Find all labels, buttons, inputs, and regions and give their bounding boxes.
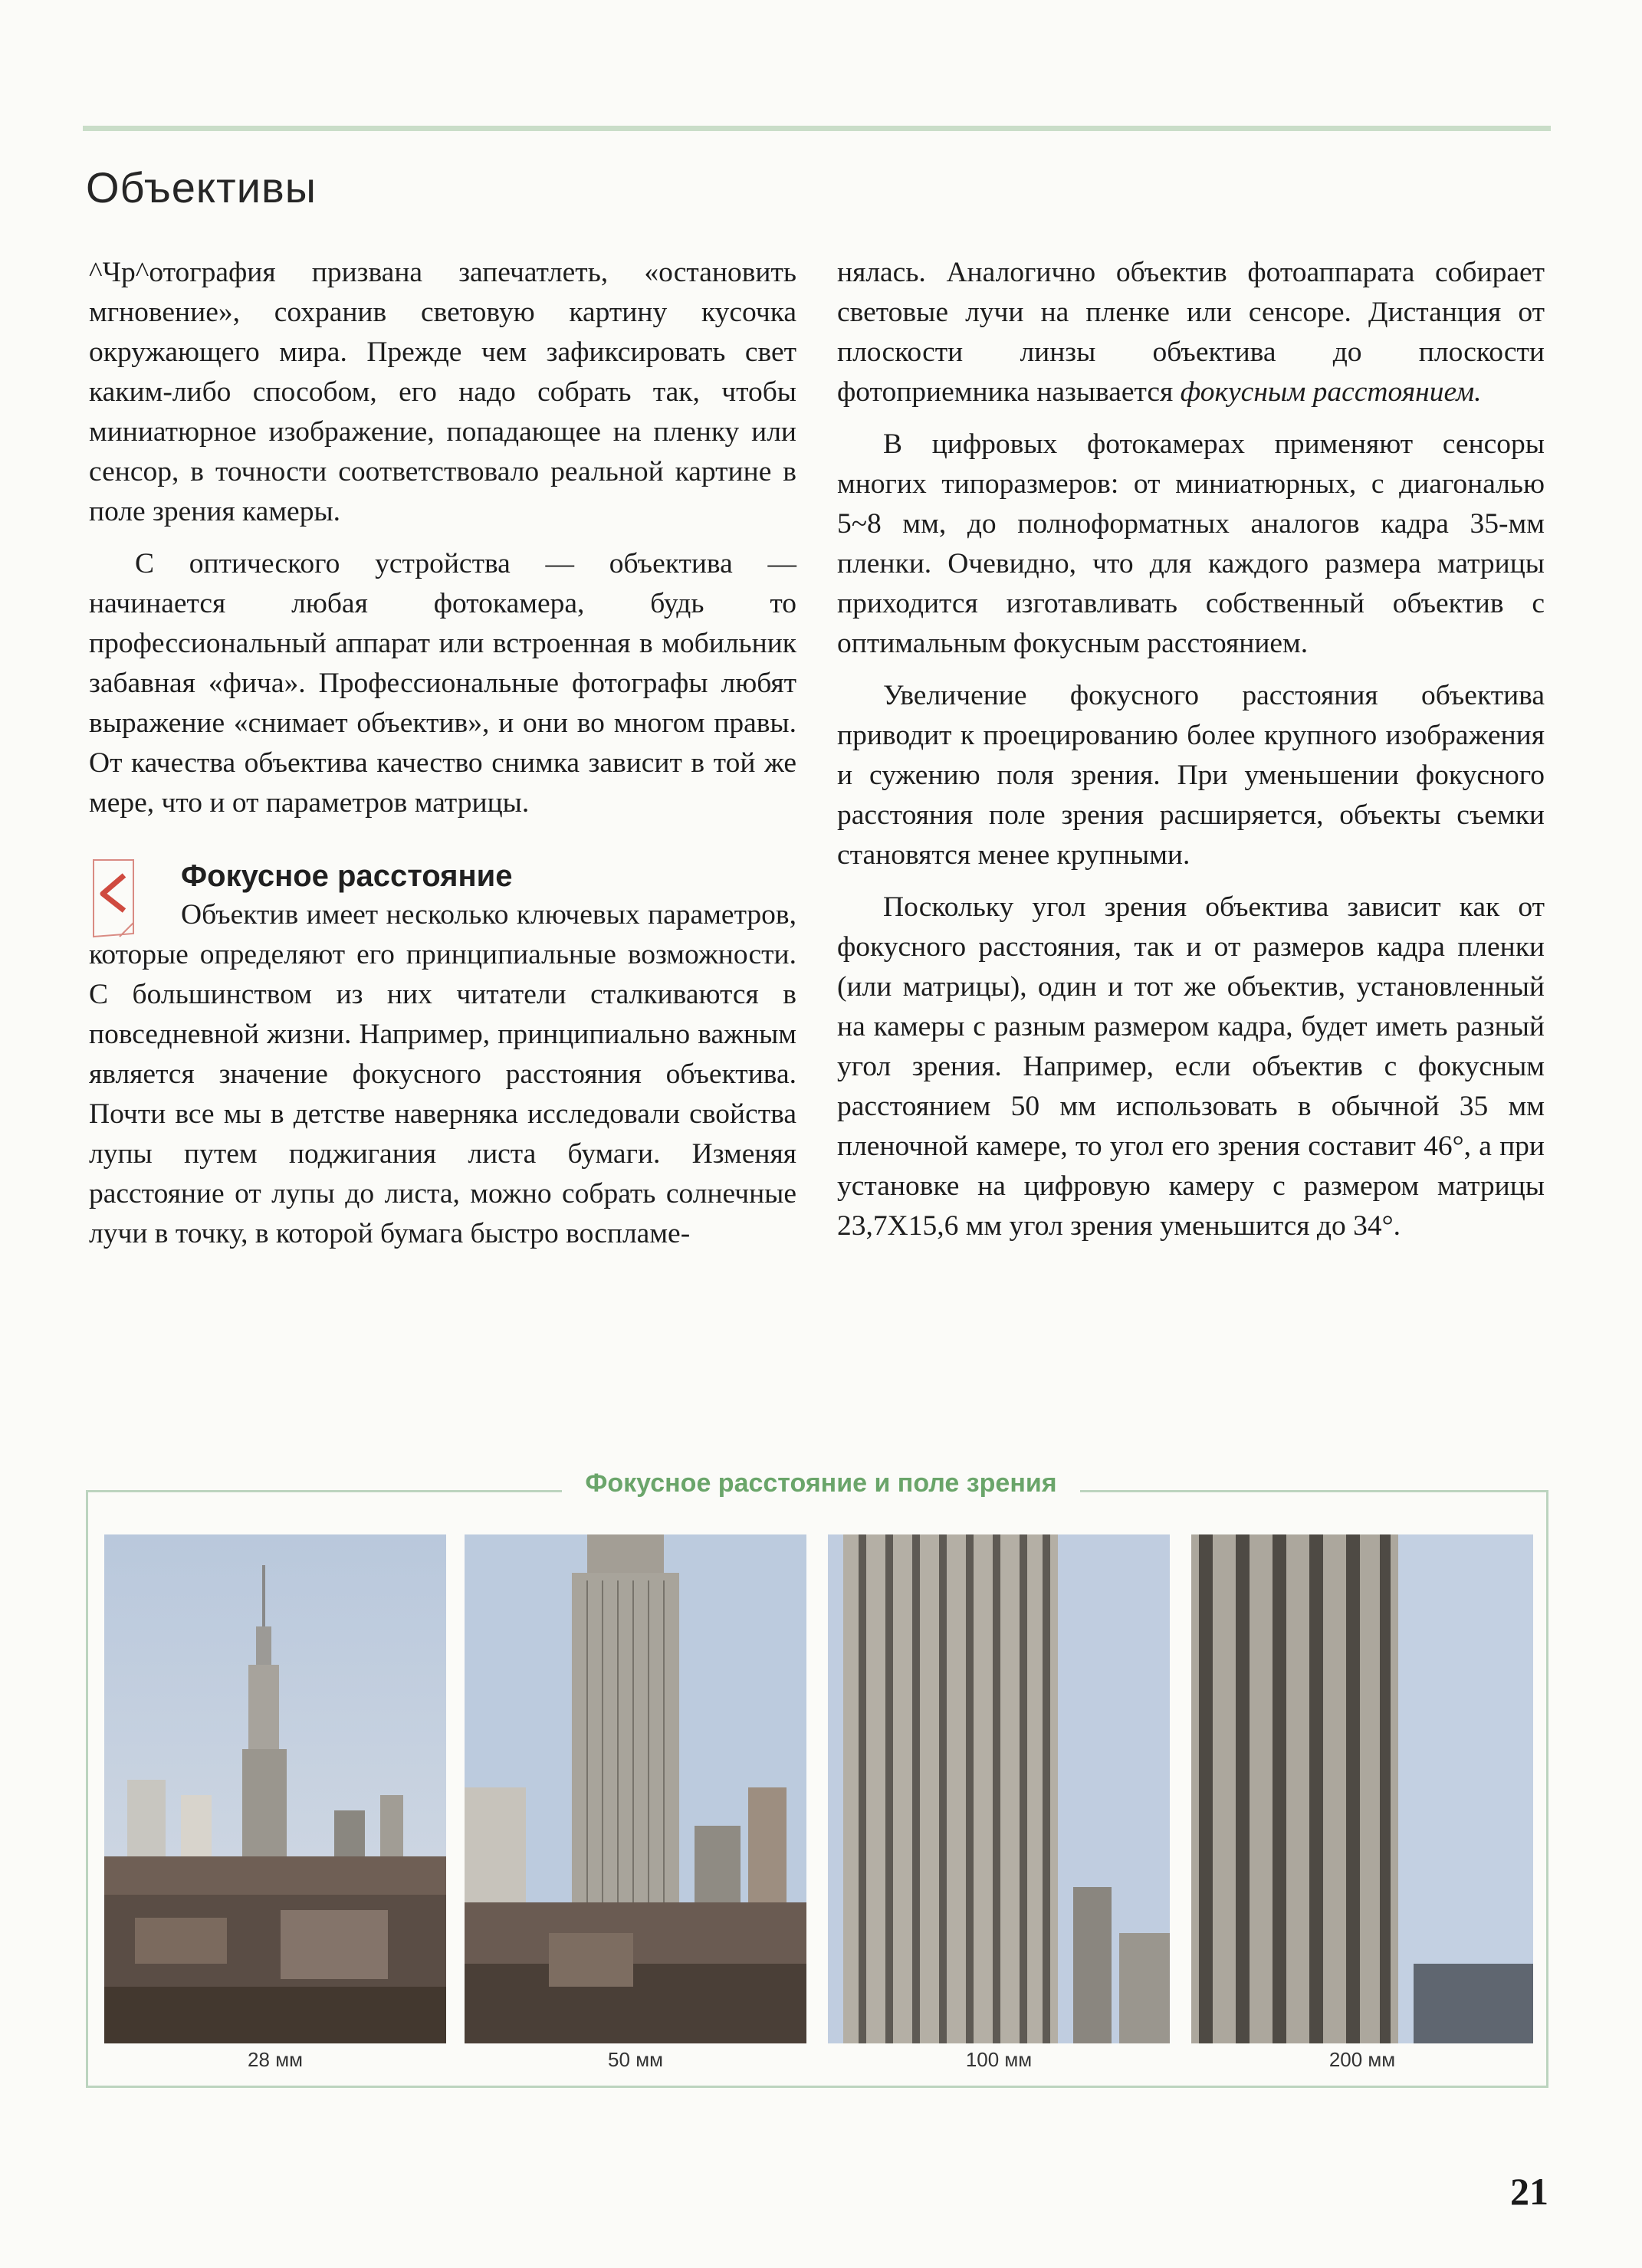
photo-100mm xyxy=(828,1534,1170,2043)
section-heading: Фокусное расстояние xyxy=(181,859,513,893)
figure-caption: 200 мм xyxy=(1328,2048,1396,2071)
emphasis-term: фокусным расстоянием. xyxy=(1180,376,1482,408)
page-number: 21 xyxy=(1510,2170,1548,2213)
paragraph: Поскольку угол зрения объектива зависит как от фокусного расстояния, так и от размеров кадра пленки (или матрицы), один и тот же объектив, установленный на камеры с разным размером кадра, будет иметь разный угол зрения. Например, если объектив с фокусным расстоянием 50 мм использовать в обычной 35 мм пленочной камере, то угол его зрения составит 46°, а при установке на цифровую камеру с размером матрицы 23,7X15,6 мм угол зрения уменьшится до 34°. xyxy=(837,891,1545,1242)
paragraph xyxy=(837,253,1545,412)
top-rule xyxy=(83,126,1551,131)
photo-50mm xyxy=(465,1534,806,2043)
figure-title xyxy=(0,1469,1642,1498)
paragraph: Увеличение фокусного расстояния объектива приводит к проецированию более крупного изображения и сужению поля зрения. При уменьшении фокусного расстояния поле зрения расширяется, объекты съемки становятся менее крупными. xyxy=(837,680,1545,871)
photo-28mm xyxy=(104,1534,446,2043)
right-column xyxy=(837,253,1545,1259)
bookmark-arrow-icon xyxy=(89,857,143,940)
paragraph: В цифровых фотокамерах применяют сенсоры многих типоразмеров: от миниатюрных, с диагональю 5~8 мм, до полноформатных аналогов кадра 35-мм пленки. Очевидно, что для каждого размера матрицы приходится изготавливать собственный объектив с оптимальным фокусным расстоянием. xyxy=(837,428,1545,659)
paragraph: Объектив имеет несколько ключевых параметров, которые определяют его принципиальные возможности. С большинством из них читатели сталкиваются в повседневной жизни. Например, принципиально важным является значение фокусного расстояния объектива. Почти все мы в детстве наверняка исследовали свойства лупы путем поджигания листа бумаги. Изменяя расстояние от лупы до листа, можно собрать солнечные лучи в точку, в которой бумага быстро воспламе- xyxy=(89,899,796,1249)
figure-title-text: Фокусное расстояние и поле зрения xyxy=(562,1469,1079,1498)
paragraph-text: нялась. Аналогично объектив фотоаппарата собирает световые лучи на пленке или сенсоре. Дистанция от плоскости линзы объектива до плоскости фотоприемника называется xyxy=(837,257,1545,408)
left-column xyxy=(89,253,796,1254)
figure-caption: 28 мм xyxy=(248,2048,303,2071)
section-heading-block xyxy=(89,857,796,1254)
figure-caption: 50 мм xyxy=(608,2048,663,2071)
skyline-normal-image xyxy=(465,1534,806,2043)
paragraph: С оптического устройства — объектива — начинается любая фотокамера, будь то профессиональный аппарат или встроенная в мобильник забавная «фича». Профессиональные фотографы любят выражение «снимает объектив», и они во многом правы. От качества объектива качество снимка зависит в той же мере, что и от параметров матрицы. xyxy=(89,548,796,819)
paragraph: ^Чр^отография призвана запечатлеть, «остановить мгновение», сохранив световую картину кусочка окружающего мира. Прежде чем зафиксировать свет каким-либо способом, его надо собрать так, чтобы миниатюрное изображение, попадающее на пленку или сенсор, в точности соответствовало реальной картине в поле зрения камеры. xyxy=(89,257,796,527)
skyline-wide-image xyxy=(104,1534,446,2043)
building-closeup-image xyxy=(1191,1534,1533,2043)
figure-caption: 100 мм xyxy=(965,2048,1033,2071)
building-telephoto-image xyxy=(828,1534,1170,2043)
page-title: Объективы xyxy=(86,163,317,212)
photo-200mm xyxy=(1191,1534,1533,2043)
